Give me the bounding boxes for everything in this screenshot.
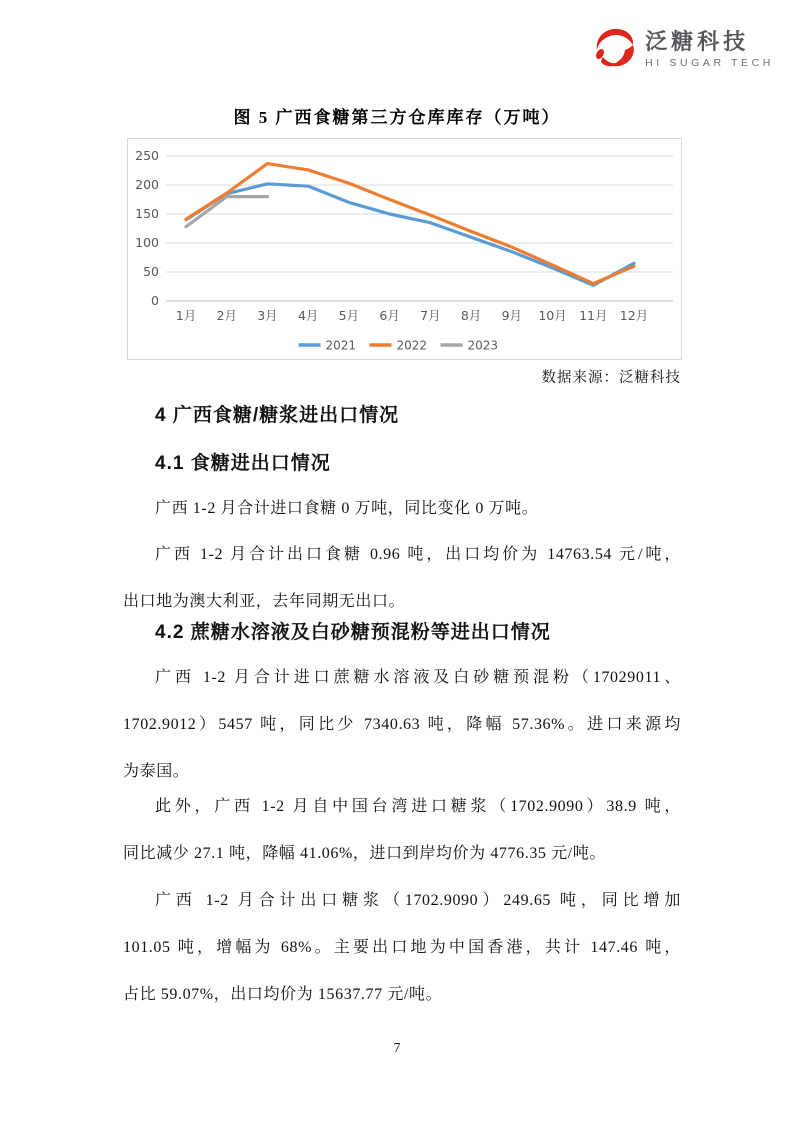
paragraph-line: 此外，广西 1-2 月自中国台湾进口糖浆（1702.9090）38.9 吨， — [155, 798, 681, 815]
figure-title: 图 5 广西食糖第三方仓库库存（万吨） — [233, 108, 561, 127]
svg-text:250: 250 — [135, 148, 159, 163]
document-body — [123, 403, 681, 1030]
svg-text:1月: 1月 — [175, 308, 197, 323]
paragraph-line: 广西 1-2 月合计进口蔗糖水溶液及白砂糖预混粉（17029011、 — [155, 669, 681, 686]
paragraph-line: 占比 59.07%，出口均价为 15637.77 元/吨。 — [123, 986, 443, 1003]
paragraph-line: 广西 1-2 月合计进口食糖 0 万吨，同比变化 0 万吨。 — [155, 500, 539, 517]
svg-text:50: 50 — [143, 264, 159, 279]
svg-text:2月: 2月 — [216, 308, 237, 323]
svg-text:10月: 10月 — [538, 308, 567, 323]
svg-text:2022: 2022 — [396, 338, 428, 353]
paragraph-line: 广西 1-2 月合计出口糖浆（1702.9090）249.65 吨，同比增加 — [155, 892, 681, 909]
brand-name-en: HI SUGAR TECH — [645, 57, 774, 69]
svg-text:4月: 4月 — [297, 308, 319, 323]
brand-name-cn: 泛糖科技 — [645, 29, 750, 54]
svg-text:5月: 5月 — [338, 308, 360, 323]
hisugar-logo — [591, 24, 774, 75]
svg-text:0: 0 — [151, 293, 159, 308]
svg-text:2021: 2021 — [325, 338, 357, 353]
paragraph-line: 1702.9012）5457 吨，同比少 7340.63 吨，降幅 57.36%。进口来源均 — [123, 716, 681, 733]
hisugar-swirl-icon — [591, 24, 637, 75]
paragraph-line: 101.05 吨，增幅为 68%。主要出口地为中国香港，共计 147.46 吨， — [123, 939, 681, 956]
svg-text:3月: 3月 — [257, 308, 278, 323]
svg-text:12月: 12月 — [619, 308, 649, 323]
paragraph-line: 出口地为澳大利亚，去年同期无出口。 — [123, 593, 406, 610]
svg-text:11月: 11月 — [579, 308, 608, 323]
inventory-chart — [127, 138, 682, 360]
svg-text:100: 100 — [135, 235, 159, 250]
svg-text:2023: 2023 — [467, 338, 499, 353]
paragraph-line: 同比减少 27.1 吨，降幅 41.06%，进口到岸均价为 4776.35 元/吨。 — [123, 845, 606, 862]
section-heading-4-1: 4.1 食糖进出口情况 — [155, 453, 331, 474]
svg-text:200: 200 — [135, 177, 159, 192]
page-number: 7 — [393, 1040, 401, 1055]
svg-text:150: 150 — [135, 206, 159, 221]
paragraph-line: 广西 1-2 月合计出口食糖 0.96 吨，出口均价为 14763.54 元/吨， — [155, 546, 681, 563]
section-heading-4-2: 4.2 蔗糖水溶液及白砂糖预混粉等进出口情况 — [155, 622, 551, 643]
svg-text:9月: 9月 — [501, 308, 523, 323]
figure-source: 数据来源：泛糖科技 — [541, 370, 681, 386]
svg-text:8月: 8月 — [460, 308, 482, 323]
paragraph-line: 为泰国。 — [123, 763, 190, 780]
svg-text:6月: 6月 — [379, 308, 400, 323]
hisugar-logo-text — [645, 29, 774, 70]
svg-text:7月: 7月 — [420, 308, 441, 323]
section-heading-4: 4 广西食糖/糖浆进出口情况 — [155, 405, 400, 426]
inventory-chart-svg — [128, 139, 681, 359]
